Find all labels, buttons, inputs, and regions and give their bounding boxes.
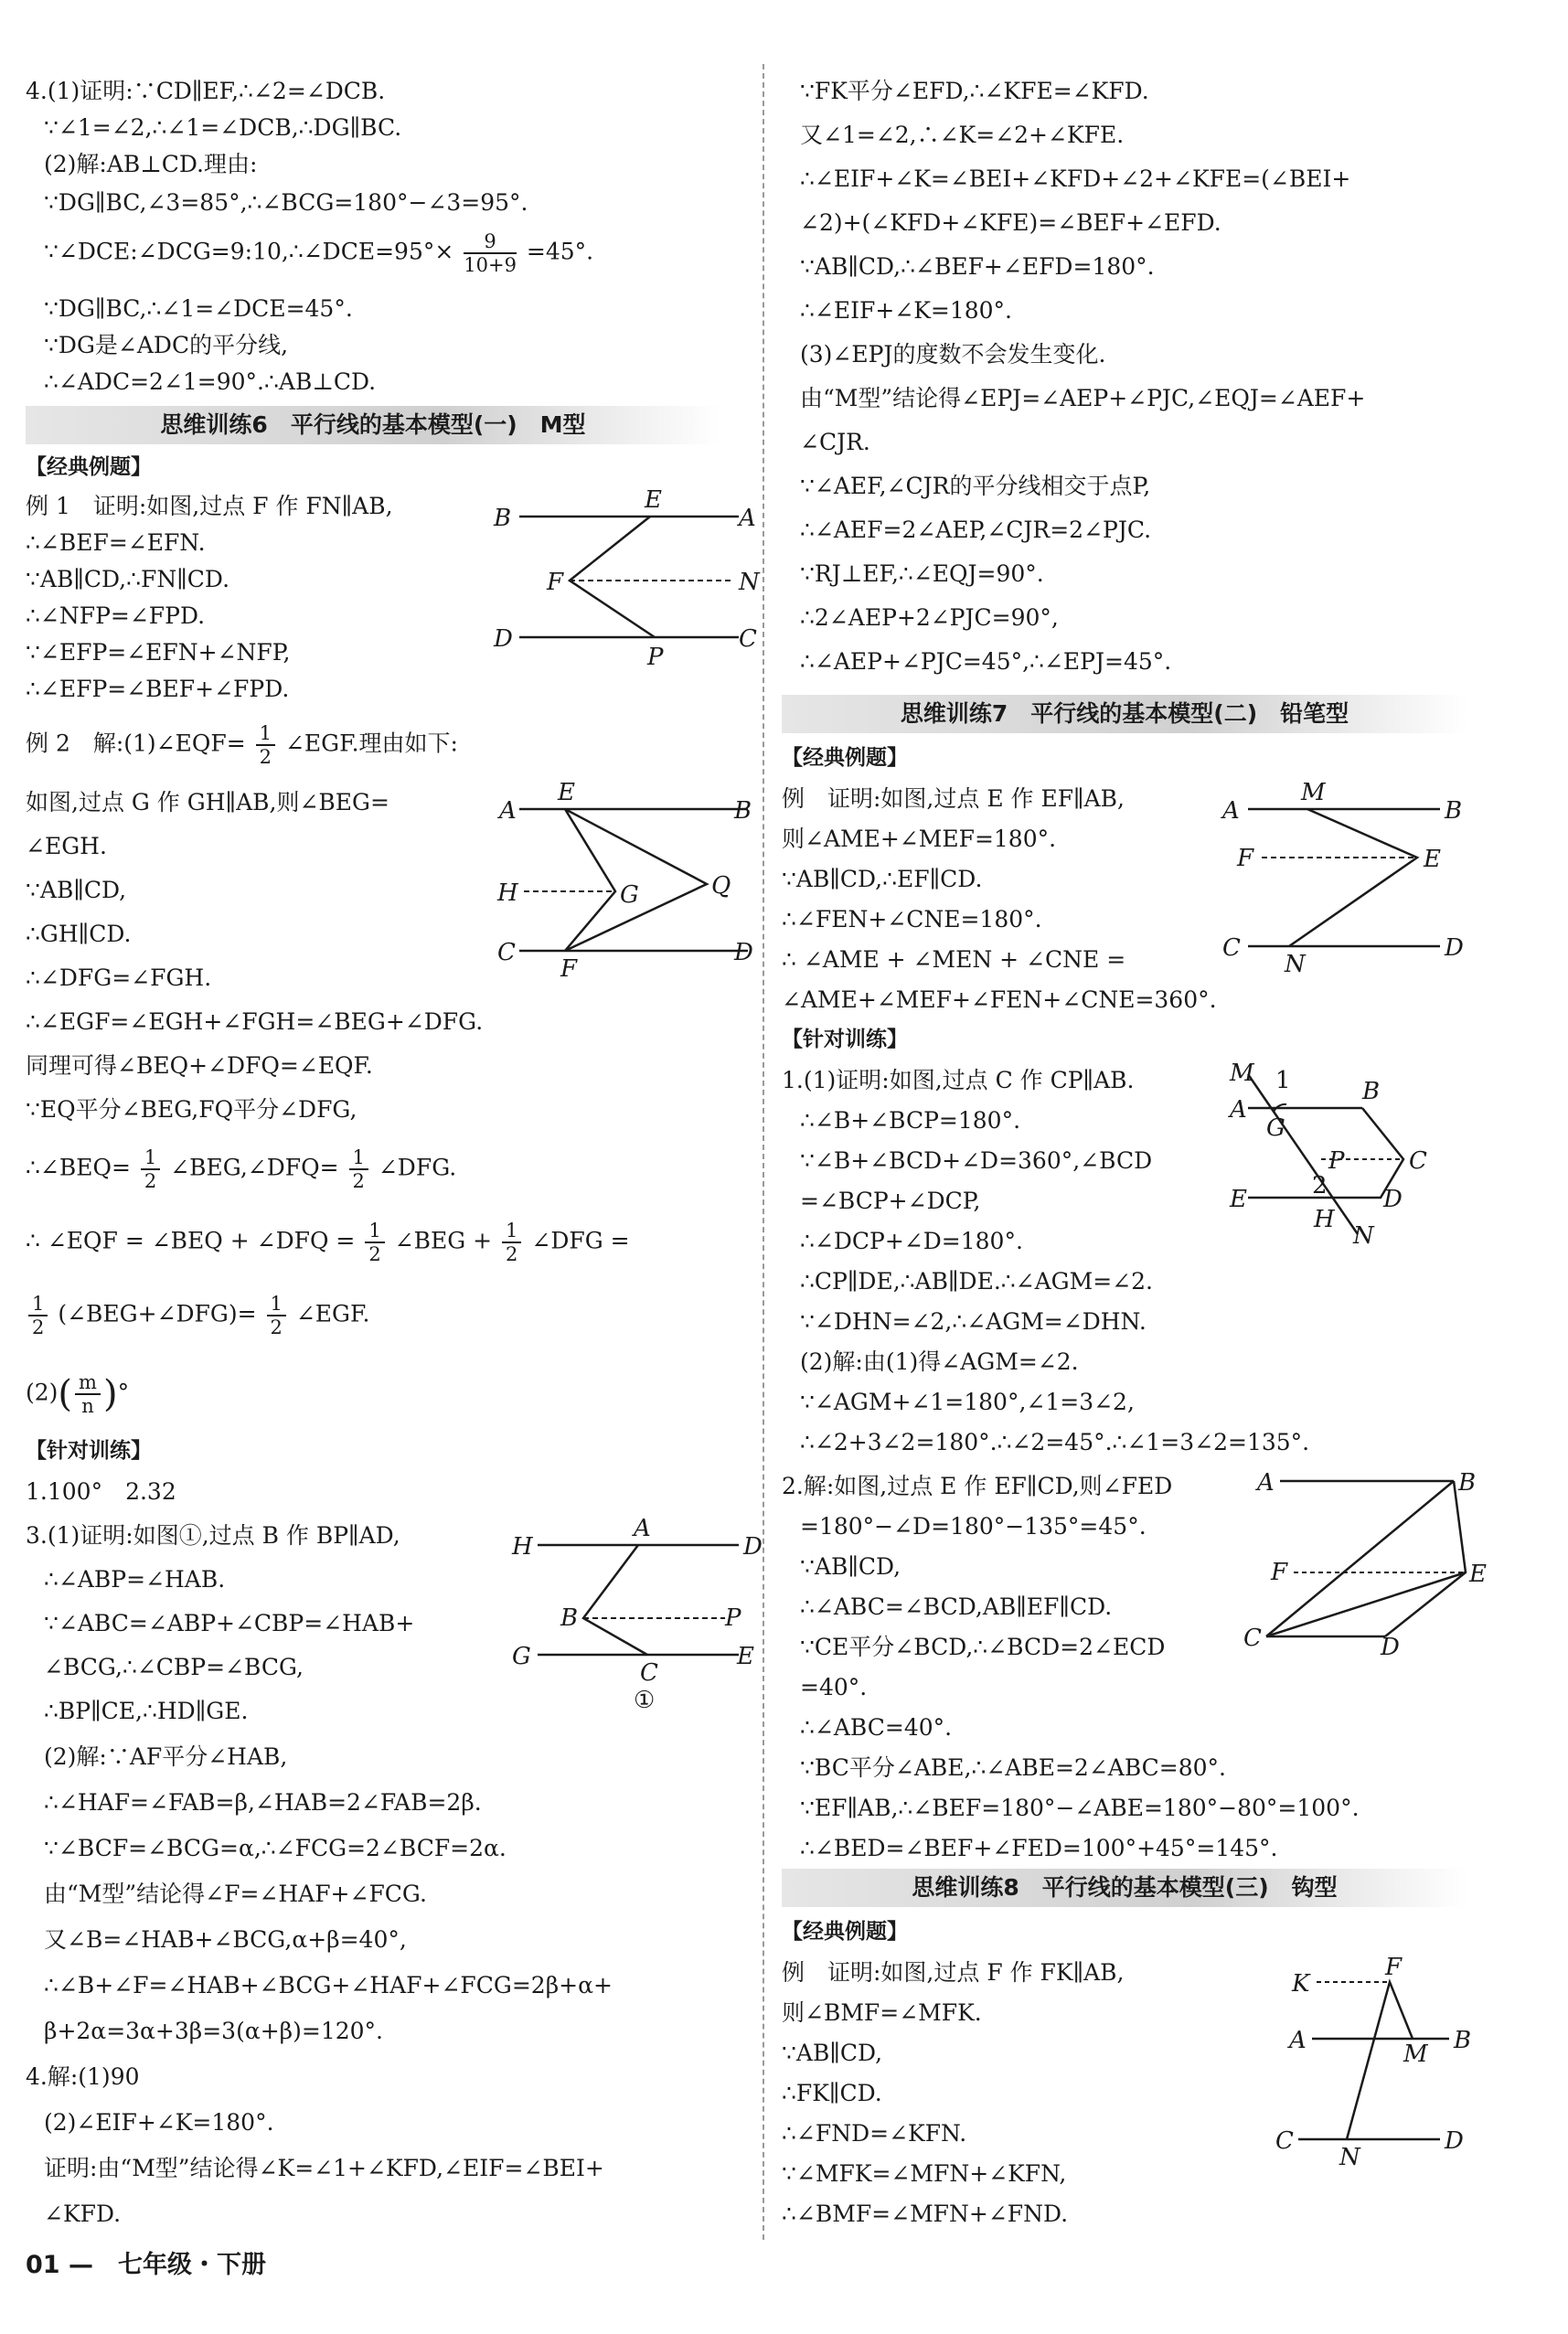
text-line: ∵∠EFP=∠EFN+∠NFP, bbox=[26, 639, 291, 666]
paren-left: ( bbox=[58, 1373, 73, 1415]
label-n: N bbox=[739, 569, 760, 596]
label-e: E bbox=[737, 1643, 754, 1670]
label-g: G bbox=[1266, 1114, 1285, 1142]
text-line: ∴∠ADC=2∠1=90°.∴AB⊥CD. bbox=[44, 368, 377, 395]
label-e: E bbox=[558, 779, 575, 806]
label-c: C bbox=[1222, 934, 1241, 962]
label-b: B bbox=[1454, 2027, 1472, 2054]
label-m: M bbox=[1230, 1060, 1254, 1087]
text-line: ∵∠B+∠BCD+∠D=360°,∠BCD bbox=[800, 1147, 1153, 1174]
denominator: n bbox=[81, 1395, 94, 1417]
text-line: ∵AB∥CD,∴∠BEF+∠EFD=180°. bbox=[800, 253, 1155, 280]
label-a: A bbox=[1222, 797, 1240, 825]
text-line: ∠CJR. bbox=[800, 429, 870, 455]
text-line: ∴∠EFP=∠BEF+∠FPD. bbox=[26, 676, 290, 702]
label-n: N bbox=[1285, 951, 1306, 978]
denominator: 2 bbox=[144, 1170, 157, 1192]
label-a: A bbox=[1257, 1469, 1275, 1497]
text-line: ∴∠B+∠F=∠HAB+∠BCG+∠HAF+∠FCG=2β+α+ bbox=[44, 1972, 613, 1998]
numerator: 1 bbox=[141, 1146, 160, 1170]
text-line: 则∠AME+∠MEF=180°. bbox=[782, 826, 1057, 852]
line-efp bbox=[570, 517, 655, 637]
text-part: (∠BEG+∠DFG)= bbox=[58, 1300, 257, 1327]
numerator: 1 bbox=[256, 722, 275, 746]
label-f: F bbox=[1271, 1559, 1288, 1586]
figure-q7-2 bbox=[1239, 1463, 1487, 1664]
denominator: 2 bbox=[368, 1243, 381, 1265]
denominator: 10+9 bbox=[464, 254, 517, 276]
label-a: A bbox=[634, 1515, 651, 1542]
figure-q7-1 bbox=[1230, 1060, 1477, 1250]
text-line: ∴BP∥CE,∴HD∥GE. bbox=[44, 1698, 249, 1724]
label-n: N bbox=[1339, 2144, 1360, 2171]
numerator: 1 bbox=[28, 1293, 48, 1316]
figure-hook-model bbox=[1266, 1956, 1477, 2176]
text-line bbox=[26, 1220, 630, 1265]
text-line: ∴∠DFG=∠FGH. bbox=[26, 965, 212, 991]
text-line: ∵∠AEF,∠CJR的平分线相交于点P, bbox=[800, 473, 1151, 499]
label-d: D bbox=[1445, 934, 1464, 962]
label-e: E bbox=[1424, 846, 1441, 873]
text-line: β+2α=3α+3β=3(α+β)=120°. bbox=[44, 2018, 383, 2044]
label-a: A bbox=[739, 505, 756, 532]
text-line: ∵DG∥BC,∴∠1=∠DCE=45°. bbox=[44, 295, 353, 322]
text-line: ∵∠BCF=∠BCG=α,∴∠FCG=2∠BCF=2α. bbox=[44, 1835, 507, 1861]
fraction bbox=[28, 1293, 48, 1338]
section-label: 【经典例题】 bbox=[26, 455, 152, 479]
line-ce bbox=[1266, 1572, 1466, 1636]
text-line: =40°. bbox=[800, 1674, 868, 1700]
text-part: ∠EGF. bbox=[295, 1300, 370, 1327]
line-eqf bbox=[565, 809, 707, 951]
text-part: ∠DFG. bbox=[378, 1154, 457, 1181]
label-b: B bbox=[1362, 1078, 1381, 1105]
label-a: A bbox=[1289, 2027, 1307, 2054]
text-line: ∴∠BMF=∠MFN+∠FND. bbox=[782, 2201, 1069, 2227]
figure-number: ① bbox=[634, 1687, 656, 1714]
label-k: K bbox=[1292, 1970, 1310, 1998]
label-angle-2: 2 bbox=[1312, 1172, 1328, 1199]
figure-q3 bbox=[501, 1515, 775, 1719]
text-line: ∵∠AGM+∠1=180°,∠1=3∠2, bbox=[800, 1389, 1135, 1415]
line-men bbox=[1289, 809, 1417, 946]
label-f: F bbox=[560, 955, 578, 983]
label-h: H bbox=[512, 1533, 533, 1561]
text-line: 又∠1=∠2,∴∠K=∠2+∠KFE. bbox=[800, 122, 1125, 148]
paren-right: ) bbox=[102, 1373, 118, 1415]
text-line: ∴∠EIF+∠K=∠BEI+∠KFD+∠2+∠KFE=(∠BEI+ bbox=[800, 165, 1351, 192]
label-h: H bbox=[1314, 1206, 1335, 1233]
label-n: N bbox=[1353, 1222, 1374, 1250]
text-line: 例 证明:如图,过点 E 作 EF∥AB, bbox=[782, 785, 1125, 812]
fraction bbox=[464, 230, 517, 276]
text-line: ∵AB∥CD, bbox=[782, 2040, 883, 2066]
text-line: ∵RJ⊥EF,∴∠EQJ=90°. bbox=[800, 560, 1044, 587]
text-part: ∵∠DCE:∠DCG=9:10,∴∠DCE=95°× bbox=[44, 238, 454, 265]
text-part: (2) bbox=[26, 1379, 59, 1406]
label-c: C bbox=[739, 625, 757, 653]
text-line: ∵DG是∠ADC的平分线, bbox=[44, 332, 289, 358]
text-line: ∴∠BED=∠BEF+∠FED=100°+45°=145°. bbox=[800, 1835, 1278, 1861]
text-part: ∠BEG + bbox=[394, 1227, 493, 1254]
label-c: C bbox=[1409, 1147, 1427, 1175]
section-header: 思维训练8 平行线的基本模型(三) 钩型 bbox=[782, 1869, 1467, 1907]
text-part: ∴∠BEQ= bbox=[26, 1154, 131, 1181]
text-line: ∴∠FND=∠KFN. bbox=[782, 2120, 967, 2147]
label-b: B bbox=[560, 1604, 579, 1632]
numerator: 1 bbox=[502, 1220, 521, 1243]
text-line: ∵BC平分∠ABE,∴∠ABE=2∠ABC=80°. bbox=[800, 1754, 1226, 1781]
label-p: P bbox=[647, 644, 664, 671]
fraction bbox=[349, 1146, 368, 1192]
text-line: (2)解:∵AF平分∠HAB, bbox=[44, 1743, 288, 1770]
text-part: ∴ ∠EQF = ∠BEQ + ∠DFQ = bbox=[26, 1227, 356, 1254]
label-b: B bbox=[734, 797, 752, 825]
text-line: ∴∠EIF+∠K=180°. bbox=[800, 297, 1013, 324]
text-line: ∵CE平分∠BCD,∴∠BCD=2∠ECD bbox=[800, 1634, 1166, 1660]
text-line: ∴CP∥DE,∴AB∥DE.∴∠AGM=∠2. bbox=[800, 1268, 1153, 1295]
denominator: 2 bbox=[32, 1316, 45, 1338]
label-m: M bbox=[1301, 779, 1326, 806]
section-label: 【针对训练】 bbox=[26, 1439, 152, 1463]
text-line: ∵AB∥CD,∴FN∥CD. bbox=[26, 566, 230, 592]
text-line: ∵AB∥CD, bbox=[26, 877, 127, 903]
fraction bbox=[141, 1146, 160, 1192]
text-line bbox=[44, 230, 593, 276]
text-line: ∠KFD. bbox=[44, 2201, 122, 2227]
text-line: =∠BCP+∠DCP, bbox=[800, 1188, 981, 1214]
text-line: ∴∠AEF=2∠AEP,∠CJR=2∠PJC. bbox=[800, 517, 1152, 543]
label-p: P bbox=[1328, 1147, 1345, 1175]
text-line: ∵∠ABC=∠ABP+∠CBP=∠HAB+ bbox=[44, 1610, 415, 1636]
section-label: 【经典例题】 bbox=[782, 746, 908, 770]
text-line: ∴∠NFP=∠FPD. bbox=[26, 602, 206, 629]
text-line: ∴ ∠AME + ∠MEN + ∠CNE = bbox=[782, 946, 1126, 973]
label-e: E bbox=[645, 486, 662, 514]
label-b: B bbox=[1458, 1469, 1477, 1497]
line-bc bbox=[1266, 1481, 1454, 1636]
label-d: D bbox=[1381, 1634, 1400, 1661]
label-f: F bbox=[1385, 1954, 1403, 1981]
label-d: D bbox=[743, 1533, 763, 1561]
text-line: 则∠BMF=∠MFK. bbox=[782, 1999, 982, 2026]
text-line: ∴∠FEN+∠CNE=180°. bbox=[782, 906, 1042, 933]
label-g: G bbox=[620, 881, 639, 909]
text-part: 例 2 解:(1)∠EQF= bbox=[26, 730, 246, 757]
text-line: 1.100° 2.32 bbox=[26, 1478, 176, 1505]
label-p: P bbox=[725, 1604, 741, 1632]
text-line: (2)解:由(1)得∠AGM=∠2. bbox=[800, 1348, 1079, 1375]
text-line: ∠AME+∠MEF+∠FEN+∠CNE=360°. bbox=[782, 986, 1217, 1013]
text-part: =45°. bbox=[526, 238, 594, 265]
page-footer: 01 — 七年级・下册 bbox=[26, 2251, 266, 2279]
text-line: (2)解:AB⊥CD.理由: bbox=[44, 151, 258, 177]
text-line: ∴∠ABP=∠HAB. bbox=[44, 1566, 226, 1593]
text-part: ° bbox=[117, 1379, 130, 1406]
label-h: H bbox=[497, 879, 518, 907]
text-line: (2)∠EIF+∠K=180°. bbox=[44, 2109, 274, 2136]
text-part: ∠DFG = bbox=[531, 1227, 630, 1254]
numerator: m bbox=[75, 1371, 101, 1395]
text-line: 4.解:(1)90 bbox=[26, 2063, 140, 2090]
label-c: C bbox=[497, 939, 516, 966]
text-line: 3.(1)证明:如图①,过点 B 作 BP∥AD, bbox=[26, 1522, 400, 1549]
text-line bbox=[26, 1293, 369, 1338]
text-line: ∴∠AEP+∠PJC=45°,∴∠EPJ=45°. bbox=[800, 648, 1172, 675]
label-d: D bbox=[734, 939, 753, 966]
denominator: 2 bbox=[506, 1243, 518, 1265]
label-c: C bbox=[640, 1659, 658, 1687]
text-line: 由“M型”结论得∠F=∠HAF+∠FCG. bbox=[44, 1881, 427, 1907]
denominator: 2 bbox=[270, 1316, 283, 1338]
label-c: C bbox=[1243, 1625, 1262, 1652]
text-line: ∠EGH. bbox=[26, 833, 107, 859]
text-line: ∴∠EGF=∠EGH+∠FGH=∠BEG+∠DFG. bbox=[26, 1008, 484, 1035]
text-line: ∴FK∥CD. bbox=[782, 2080, 882, 2106]
text-line bbox=[26, 1146, 456, 1192]
text-line: 又∠B=∠HAB+∠BCG,α+β=40°, bbox=[44, 1926, 407, 1953]
text-line: ∵∠1=∠2,∴∠1=∠DCB,∴DG∥BC. bbox=[44, 114, 402, 141]
text-line: =180°−∠D=180°−135°=45°. bbox=[800, 1513, 1147, 1540]
text-line: (3)∠EPJ的度数不会发生变化. bbox=[800, 341, 1106, 368]
text-line: ∴∠ABC=40°. bbox=[800, 1714, 953, 1741]
label-b: B bbox=[494, 505, 512, 532]
label-a: A bbox=[1230, 1096, 1247, 1124]
text-line: 4.(1)证明:∵CD∥EF,∴∠2=∠DCB. bbox=[26, 78, 386, 104]
text-line: ∴∠B+∠BCP=180°. bbox=[800, 1107, 1021, 1134]
fraction bbox=[256, 722, 275, 768]
numerator: 1 bbox=[349, 1146, 368, 1170]
figure-pencil-model bbox=[1211, 777, 1486, 978]
text-line: ∵FK平分∠EFD,∴∠KFE=∠KFD. bbox=[800, 78, 1149, 104]
numerator: 1 bbox=[365, 1220, 384, 1243]
text-line: ∵EF∥AB,∴∠BEF=180°−∠ABE=180°−80°=100°. bbox=[800, 1795, 1360, 1821]
fraction bbox=[502, 1220, 521, 1265]
text-part: ∠EGF.理由如下: bbox=[284, 730, 458, 757]
label-a: A bbox=[499, 797, 517, 825]
text-line bbox=[26, 1371, 129, 1417]
text-line: 2.解:如图,过点 E 作 EF∥CD,则∠FED bbox=[782, 1473, 1173, 1499]
numerator: 9 bbox=[464, 230, 517, 254]
figure-m-model bbox=[464, 486, 766, 672]
label-q: Q bbox=[711, 872, 731, 900]
label-angle-1: 1 bbox=[1275, 1067, 1291, 1094]
section-header: 思维训练7 平行线的基本模型(二) 铅笔型 bbox=[782, 695, 1467, 733]
text-line: ∵∠MFK=∠MFN+∠KFN, bbox=[782, 2160, 1067, 2187]
numerator: 1 bbox=[267, 1293, 286, 1316]
text-line: 证明:由“M型”结论得∠K=∠1+∠KFD,∠EIF=∠BEI+ bbox=[44, 2155, 604, 2181]
denominator: 2 bbox=[259, 746, 272, 768]
label-e: E bbox=[1230, 1186, 1247, 1213]
text-line: ∠2)+(∠KFD+∠KFE)=∠BEF+∠EFD. bbox=[800, 209, 1221, 236]
text-line: ∴∠BEF=∠EFN. bbox=[26, 529, 206, 556]
text-line: 由“M型”结论得∠EPJ=∠AEP+∠PJC,∠EQJ=∠AEF+ bbox=[800, 385, 1366, 411]
text-line: ∴∠2+3∠2=180°.∴∠2=45°.∴∠1=3∠2=135°. bbox=[800, 1429, 1310, 1455]
text-line: ∴2∠AEP+2∠PJC=90°, bbox=[800, 604, 1059, 631]
label-m: M bbox=[1403, 2041, 1428, 2068]
figure-m-model-2 bbox=[474, 779, 775, 983]
column-divider bbox=[763, 64, 764, 2240]
label-e: E bbox=[1469, 1561, 1487, 1588]
text-line: ∴∠ABC=∠BCD,AB∥EF∥CD. bbox=[800, 1593, 1113, 1620]
fraction bbox=[365, 1220, 384, 1265]
label-d: D bbox=[1445, 2127, 1464, 2155]
text-line: ∠BCG,∴∠CBP=∠BCG, bbox=[44, 1654, 304, 1680]
label-f: F bbox=[1237, 845, 1254, 872]
label-c: C bbox=[1275, 2127, 1294, 2155]
text-part: ∠BEG,∠DFQ= bbox=[170, 1154, 339, 1181]
denominator: 2 bbox=[352, 1170, 365, 1192]
text-line: ∵AB∥CD,∴EF∥CD. bbox=[782, 866, 983, 892]
text-line: 1.(1)证明:如图,过点 C 作 CP∥AB. bbox=[782, 1067, 1135, 1093]
text-line: ∵AB∥CD, bbox=[800, 1553, 901, 1580]
fraction bbox=[267, 1293, 286, 1338]
text-line: ∴GH∥CD. bbox=[26, 921, 132, 947]
text-line: 例 1 证明:如图,过点 F 作 FN∥AB, bbox=[26, 493, 393, 519]
text-line bbox=[26, 722, 458, 768]
label-b: B bbox=[1445, 797, 1463, 825]
line-bcd bbox=[1349, 1108, 1403, 1198]
text-line: ∴∠HAF=∠FAB=β,∠HAB=2∠FAB=2β. bbox=[44, 1789, 482, 1816]
text-line: ∵DG∥BC,∠3=85°,∴∠BCG=180°−∠3=95°. bbox=[44, 189, 528, 216]
section-label: 【针对训练】 bbox=[782, 1028, 908, 1051]
text-line: ∴∠DCP+∠D=180°. bbox=[800, 1228, 1023, 1254]
section-label: 【经典例题】 bbox=[782, 1920, 908, 1944]
text-line: 同理可得∠BEQ+∠DFQ=∠EQF. bbox=[26, 1052, 373, 1079]
text-line: 如图,过点 G 作 GH∥AB,则∠BEG= bbox=[26, 789, 389, 815]
section-header: 思维训练6 平行线的基本模型(一) M型 bbox=[26, 406, 720, 444]
label-f: F bbox=[547, 569, 564, 596]
text-line: ∵∠DHN=∠2,∴∠AGM=∠DHN. bbox=[800, 1308, 1147, 1335]
text-line: 例 证明:如图,过点 F 作 FK∥AB, bbox=[782, 1959, 1125, 1986]
text-line: ∵EQ平分∠BEG,FQ平分∠DFG, bbox=[26, 1096, 357, 1123]
fraction bbox=[75, 1371, 101, 1417]
label-d: D bbox=[1383, 1186, 1403, 1213]
line-abc bbox=[583, 1545, 647, 1655]
label-d: D bbox=[494, 625, 513, 653]
label-g: G bbox=[512, 1643, 531, 1670]
